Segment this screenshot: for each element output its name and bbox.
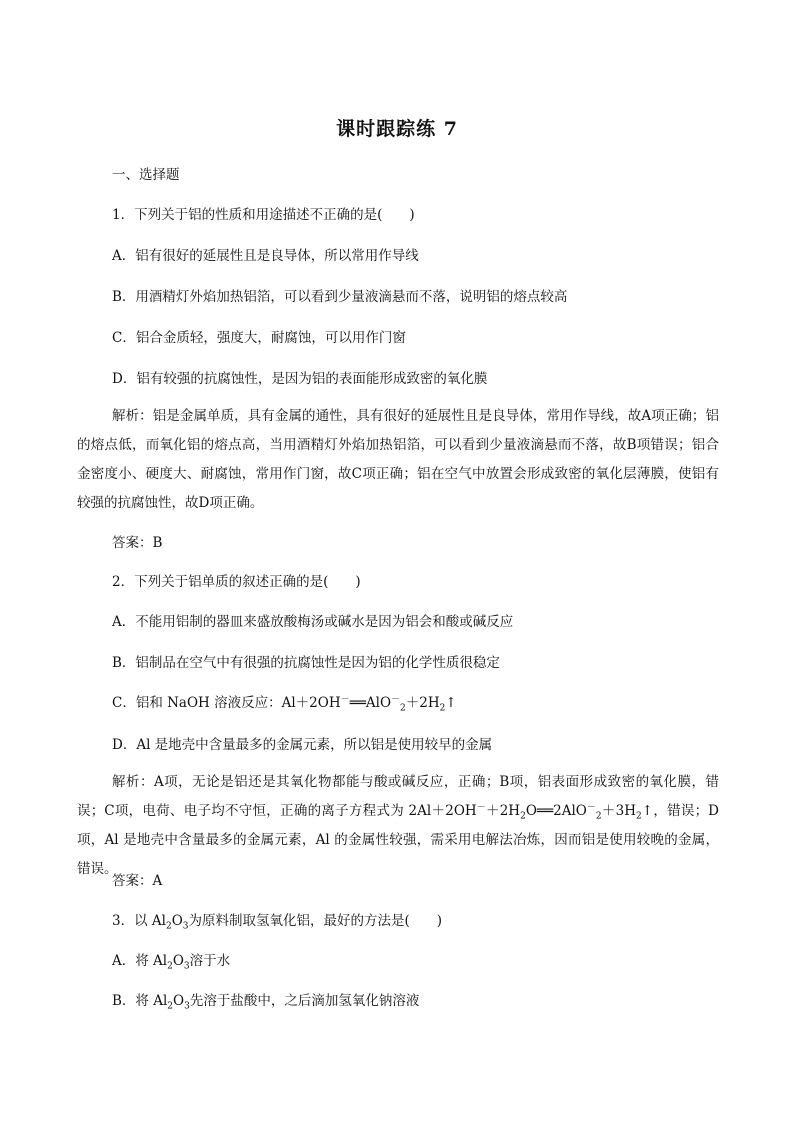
question-2-analysis: 解析：A项，无论是铝还是其氧化物都能与酸或碱反应，正确；B项，铝表面形成致密的氧化膜，错误；C项，电荷、电子均不守恒，正确的离子方程式为 $2Al+2OH^-+2H_2O══2AlO^-_2+3H_2↑$，错误；D项，Al 是地壳中含量最多的金属元素，Al 的金属性较强，需采用电解法冶炼，因而铝是使用较晚的金属，错误。 <box>77 774 719 877</box>
question-2-answer: 答案：A <box>112 873 163 889</box>
question-1-stem: 1．下列关于铝的性质和用途描述不正确的是( ) <box>112 207 415 223</box>
question-1-option-c: C．铝合金质轻，强度大，耐腐蚀，可以用作门窗 <box>112 330 406 346</box>
question-2-option-c: C．铝和 NaOH 溶液反应：$Al+2OH^-══AlO^-_2+2H_2↑$ <box>112 694 457 714</box>
question-3-stem: 3．以 $Al_2O_3$为原料制取氢氧化铝，最好的方法是( ) <box>112 913 443 932</box>
question-2-option-d: D．Al 是地壳中含量最多的金属元素，所以铝是使用较早的金属 <box>112 737 493 753</box>
section-heading: 一、选择题 <box>112 167 180 183</box>
question-1-analysis: 解析：铝是金属单质，具有金属的通性，具有很好的延展性且是良导体，常用作导线，故A项正确；铝的熔点低，而氧化铝的熔点高，当用酒精灯外焰加热铝箔，可以看到少量液滴悬而不落，故B项错误；铝合金密度小、硬度大、耐腐蚀，常用作门窗，故C项正确；铝在空气中放置会形成致密的氧化层薄膜，使铝有较强的抗腐蚀性，故D项正确。 <box>77 408 719 511</box>
question-1-option-b: B．用酒精灯外焰加热铝箔，可以看到少量液滴悬而不落，说明铝的熔点较高 <box>112 289 568 305</box>
question-2-option-b: B．铝制品在空气中有很强的抗腐蚀性是因为铝的化学性质很稳定 <box>112 655 500 671</box>
question-3-option-b: B．将 $Al_2O_3$先溶于盐酸中，之后滴加氢氧化钠溶液 <box>112 993 420 1012</box>
question-3-option-a: A．将 $Al_2O_3$溶于水 <box>112 953 231 972</box>
page-title: 课时跟踪练 7 <box>336 118 458 140</box>
question-1-option-d: D．铝有较强的抗腐蚀性，是因为铝的表面能形成致密的氧化膜 <box>112 371 488 387</box>
question-2-stem: 2．下列关于铝单质的叙述正确的是( ) <box>112 574 361 590</box>
question-1-answer: 答案：B <box>112 535 163 551</box>
question-1-option-a: A．铝有很好的延展性且是良导体，所以常用作导线 <box>112 248 419 264</box>
question-2-option-a: A．不能用铝制的器皿来盛放酸梅汤或碱水是因为铝会和酸或碱反应 <box>112 614 514 630</box>
